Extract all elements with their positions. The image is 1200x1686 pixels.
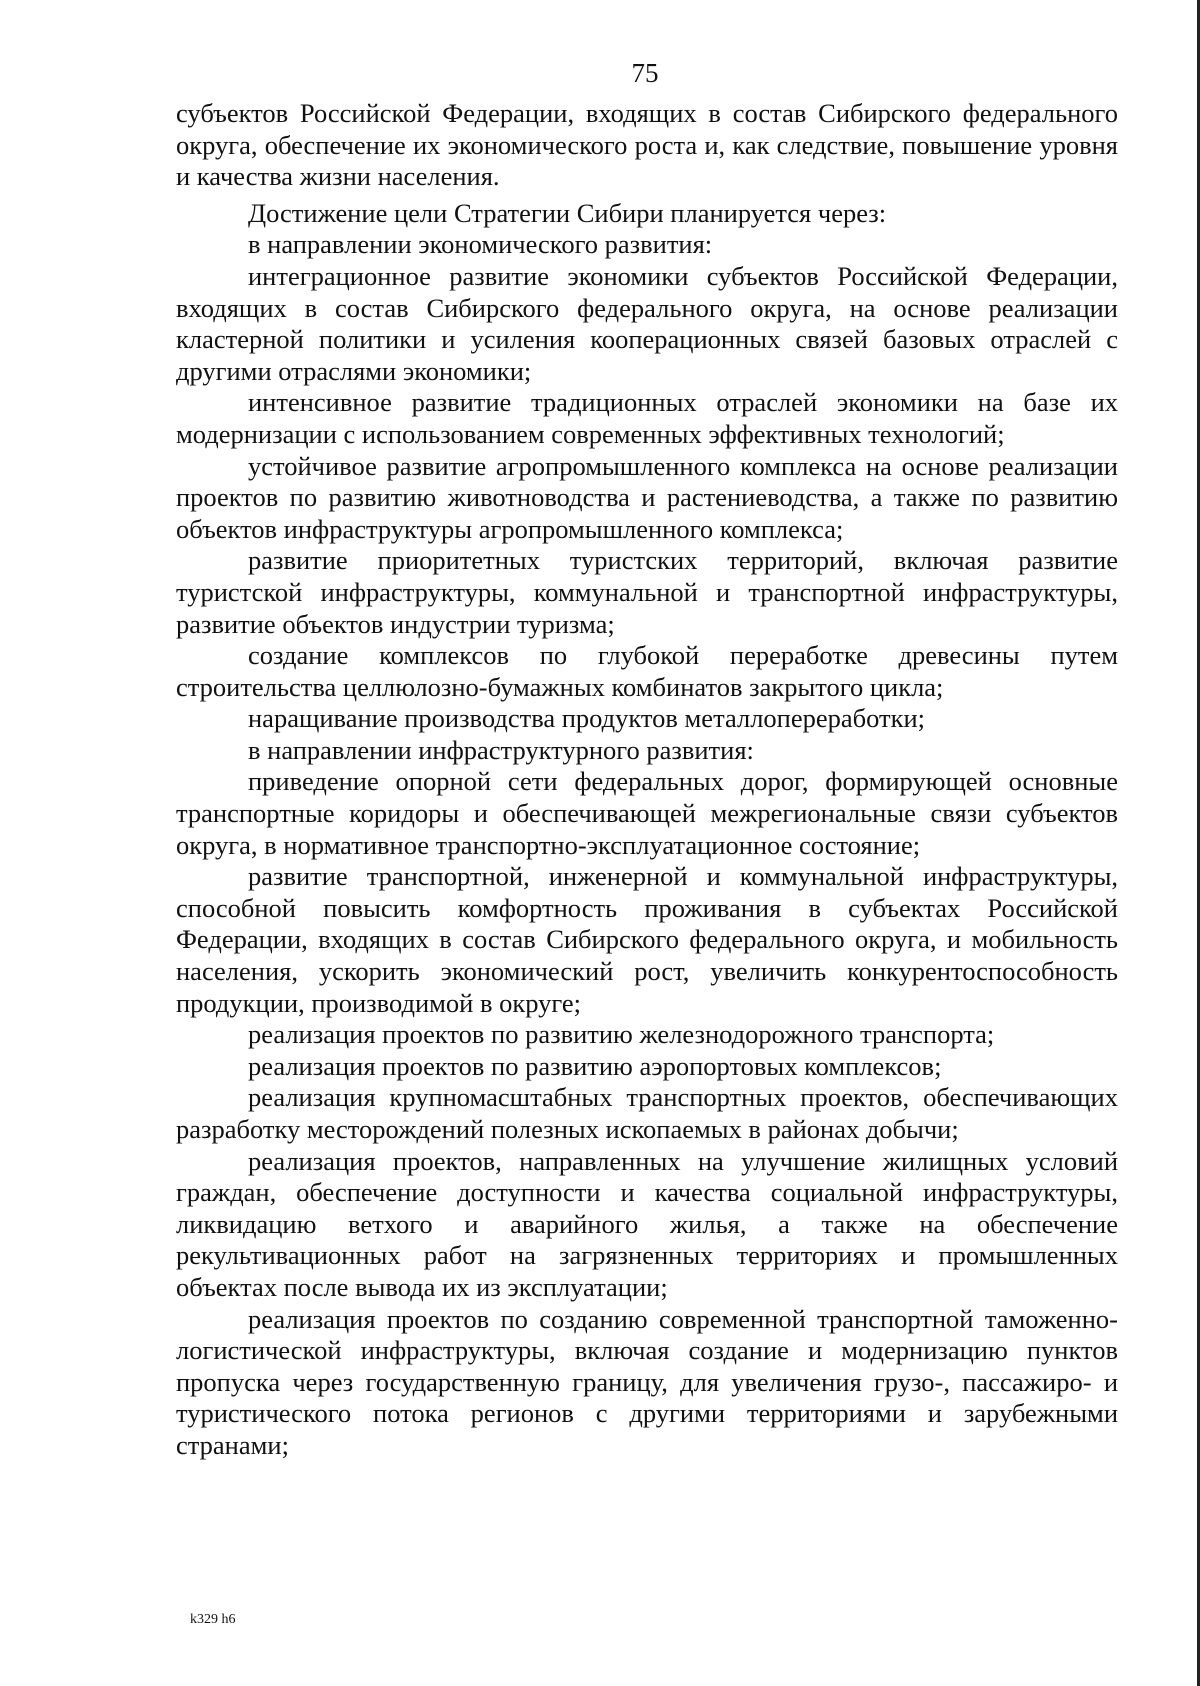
paragraph: создание комплексов по глубокой переработке древесины путем строительства целлюлозно-бумажных комбинатов закрытого цикла; [176, 640, 1118, 702]
paragraph: реализация проектов, направленных на улучшение жилищных условий граждан, обеспечение доступности и качества социальной инфраструктуры, ликвидацию ветхого и аварийного жилья, а также на обеспечение рекультивационных работ на загрязненных территориях и промышленных объектах после вывода их из эксплуатации; [176, 1145, 1118, 1302]
paragraph: наращивание производства продуктов металлопереработки; [248, 703, 926, 734]
paragraph: Достижение цели Стратегии Сибири планируется через: [248, 197, 887, 228]
paragraph: реализация проектов по развитию железнодорожного транспорта; [248, 1019, 995, 1050]
paragraph: развитие приоритетных туристских территорий, включая развитие туристской инфраструктуры, коммунальной и транспортной инфраструктуры, развитие объектов индустрии туризма; [176, 545, 1118, 639]
paragraph: реализация проектов по развитию аэропортовых комплексов; [248, 1050, 942, 1081]
paragraph: интенсивное развитие традиционных отраслей экономики на базе их модернизации с использованием современных эффективных технологий; [176, 387, 1118, 449]
paragraph: в направлении экономического развития: [248, 229, 713, 260]
paragraph: устойчивое развитие агропромышленного комплекса на основе реализации проектов по развитию животноводства и растениеводства, а также по развитию объектов инфраструктуры агропромышленного комплекса; [176, 450, 1118, 544]
paragraph: развитие транспортной, инженерной и коммунальной инфраструктуры, способной повысить комфортность проживания в субъектах Российской Федерации, входящих в состав Сибирского федерального округа, и мобильность населения, ускорить экономический рост, увеличить конкурентоспособность продукции, производимой в округе; [176, 861, 1118, 1018]
footer-document-code: k329 h6 [190, 1612, 236, 1627]
paragraph: реализация проектов по созданию современной транспортной таможенно-логистической инфраструктуры, включая создание и модернизацию пунктов пропуска через государственную границу, для увеличения грузо-, пассажиро- и туристического потока регионов с другими территориями и зарубежными странами; [176, 1303, 1118, 1460]
paragraph: в направлении инфраструктурного развития: [248, 734, 754, 765]
paragraph: приведение опорной сети федеральных дорог, формирующей основные транспортные коридоры и обеспечивающей межрегиональные связи субъектов округа, в нормативное транспортно-эксплуатационное состояние; [176, 766, 1118, 860]
paragraph: субъектов Российской Федерации, входящих в состав Сибирского федерального округа, обеспечение их экономического роста и, как следствие, повышение уровня и качества жизни населения. [176, 98, 1118, 192]
paragraph: реализация крупномасштабных транспортных проектов, обеспечивающих разработку месторождений полезных ископаемых в районах добычи; [176, 1082, 1118, 1144]
page-number: 75 [631, 58, 659, 88]
paragraph: интеграционное развитие экономики субъектов Российской Федерации, входящих в состав Сибирского федерального округа, на основе реализации кластерной политики и усиления кооперационных связей базовых отраслей с другими отраслями экономики; [176, 260, 1118, 386]
document-body [176, 98, 1118, 1462]
